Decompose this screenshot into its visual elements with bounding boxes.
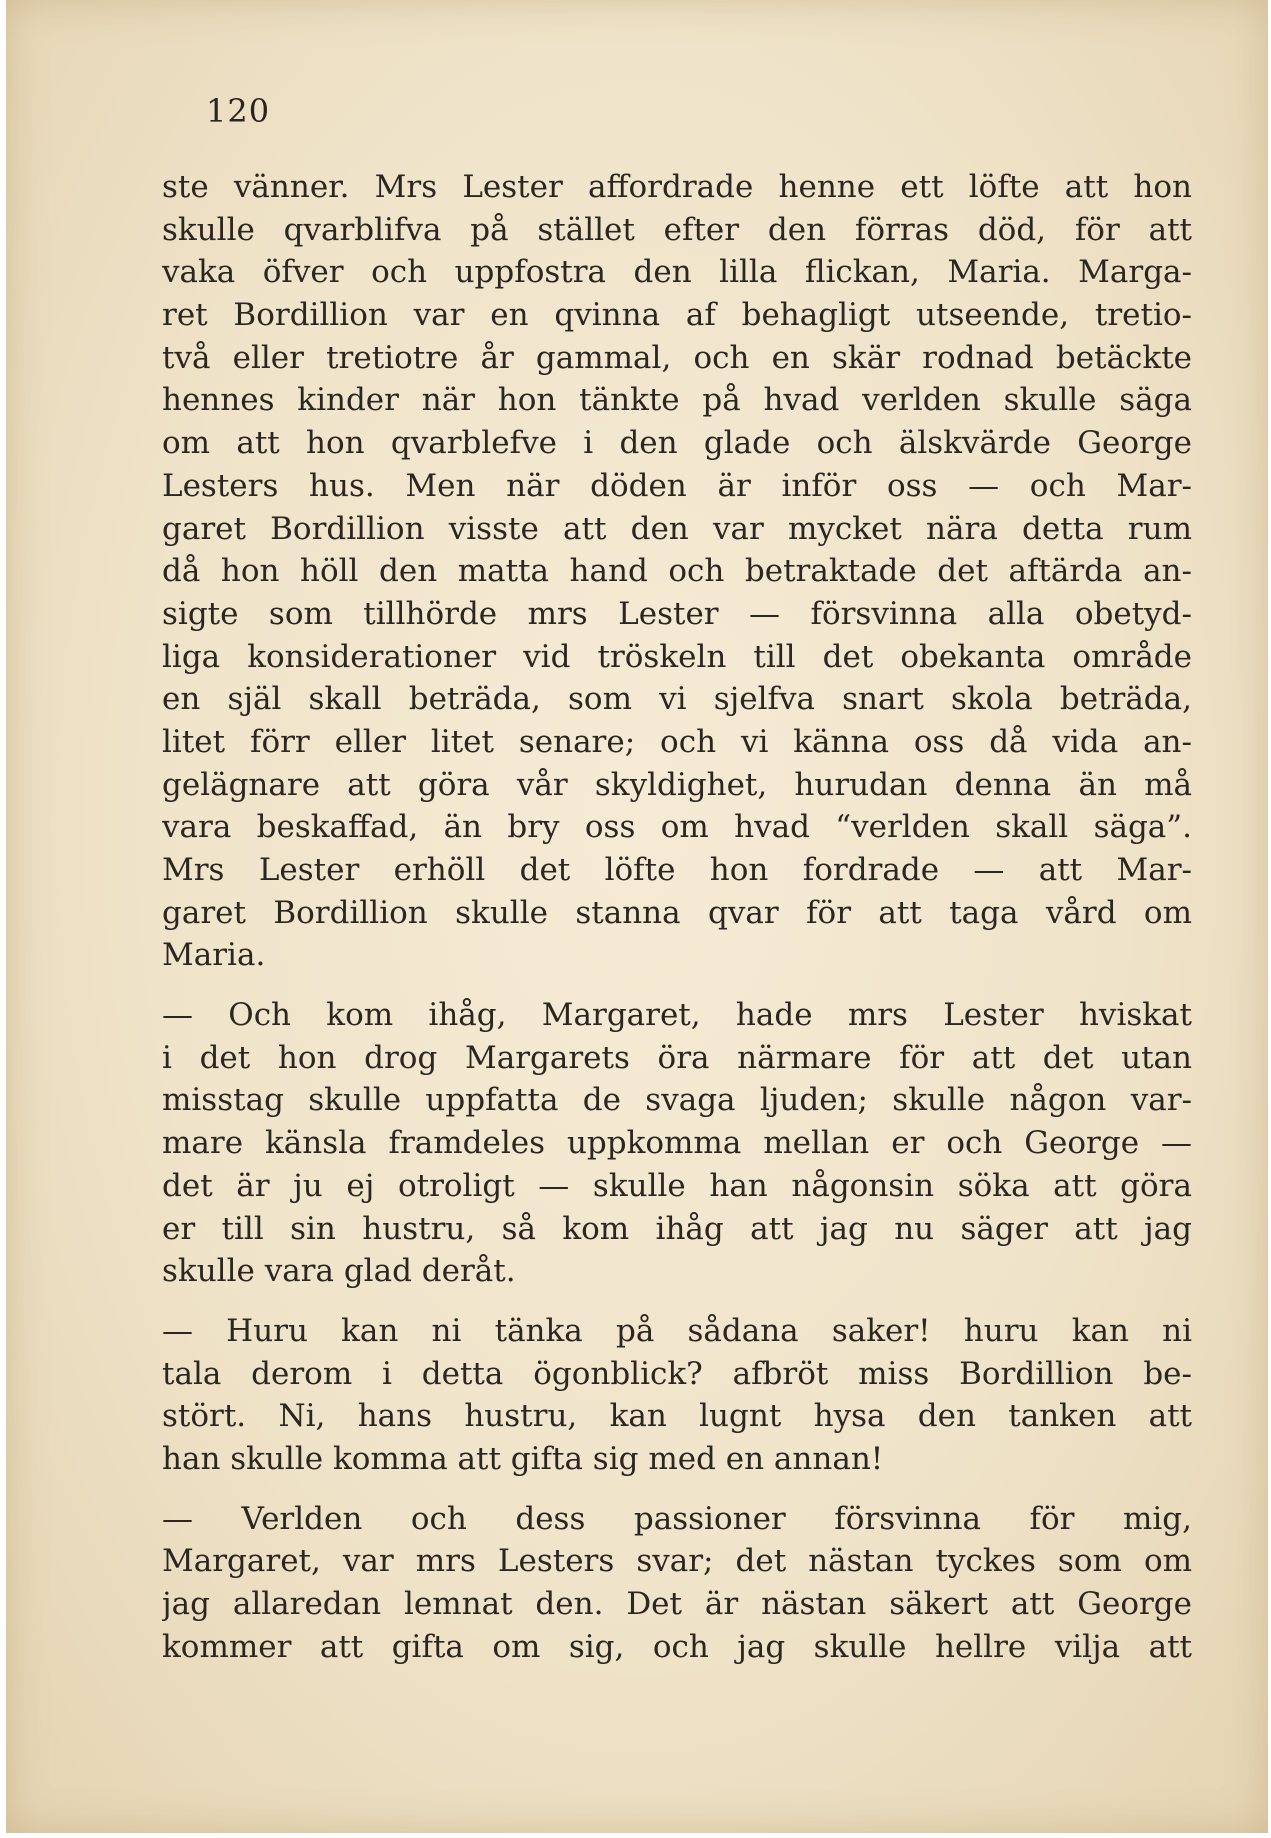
paragraph bbox=[162, 166, 1192, 977]
text-line: vaka öfver och uppfostra den lilla flickan, Maria. Marga- bbox=[162, 254, 1192, 291]
text-line: garet Bordillion skulle stanna qvar för att taga vård om bbox=[162, 894, 1192, 931]
paragraph bbox=[162, 1310, 1192, 1481]
text-line: det är ju ej otroligt — skulle han någonsin söka att göra bbox=[162, 1167, 1192, 1204]
text-line: tala derom i detta ögonblick? afbröt miss Bordillion be- bbox=[162, 1355, 1192, 1392]
text-line: om att hon qvarblefve i den glade och älskvärde George bbox=[162, 425, 1192, 462]
book-page bbox=[6, 0, 1268, 1833]
text-line: Maria. bbox=[162, 937, 266, 974]
text-line: garet Bordillion visste att den var mycket nära detta rum bbox=[162, 510, 1192, 547]
text-line: sigte som tillhörde mrs Lester — försvinna alla obetyd- bbox=[162, 595, 1192, 632]
text-line: er till sin hustru, så kom ihåg att jag nu säger att jag bbox=[162, 1210, 1192, 1247]
text-line: i det hon drog Margarets öra närmare för att det utan bbox=[162, 1039, 1192, 1076]
paragraph bbox=[162, 994, 1192, 1293]
text-line: stört. Ni, hans hustru, kan lugnt hysa den tanken att bbox=[162, 1398, 1192, 1435]
page-number: 120 bbox=[206, 92, 271, 130]
text-line: jag allaredan lemnat den. Det är nästan säkert att George bbox=[162, 1586, 1192, 1622]
text-line: Lesters hus. Men när döden är inför oss — och Mar- bbox=[162, 467, 1192, 504]
text-line: Margaret, var mrs Lesters svar; det nästan tyckes som om bbox=[162, 1543, 1192, 1580]
text-line: vara beskaffad, än bry oss om hvad “verlden skall säga”. bbox=[162, 809, 1192, 846]
text-line: mare känsla framdeles uppkomma mellan er och George — bbox=[162, 1125, 1192, 1162]
text-line: två eller tretiotre år gammal, och en skär rodnad betäckte bbox=[162, 339, 1192, 376]
text-line: litet förr eller litet senare; och vi känna oss då vida an- bbox=[162, 723, 1192, 760]
text-line: misstag skulle uppfatta de svaga ljuden; skulle någon var- bbox=[162, 1082, 1192, 1119]
text-line: — Verlden och dess passioner försvinna för mig, bbox=[162, 1500, 1192, 1537]
text-line: kommer att gifta om sig, och jag skulle hellre vilja att bbox=[162, 1628, 1192, 1665]
text-line: liga konsiderationer vid tröskeln till det obekanta område bbox=[162, 638, 1192, 675]
body-text bbox=[162, 166, 1192, 1668]
text-line: — Och kom ihåg, Margaret, hade mrs Lester hviskat bbox=[162, 997, 1192, 1034]
text-line: Mrs Lester erhöll det löfte hon fordrade — att Mar- bbox=[162, 852, 1192, 888]
text-line: ret Bordillion var en qvinna af behagligt utseende, tretio- bbox=[162, 297, 1192, 334]
paragraph bbox=[162, 1498, 1192, 1669]
text-line: gelägnare att göra vår skyldighet, hurudan denna än må bbox=[162, 766, 1192, 803]
text-line: skulle vara glad deråt. bbox=[162, 1253, 516, 1290]
text-line: ste vänner. Mrs Lester affordrade henne ett löfte att hon bbox=[162, 169, 1192, 205]
text-line: då hon höll den matta hand och betraktade det aftärda an- bbox=[162, 553, 1192, 590]
text-line: hennes kinder när hon tänkte på hvad verlden skulle säga bbox=[162, 382, 1192, 419]
text-line: — Huru kan ni tänka på sådana saker! huru kan ni bbox=[162, 1312, 1192, 1349]
text-line: han skulle komma att gifta sig med en annan! bbox=[162, 1440, 884, 1477]
text-line: en själ skall beträda, som vi sjelfva snart skola beträda, bbox=[162, 681, 1192, 718]
text-line: skulle qvarblifva på stället efter den förras död, för att bbox=[162, 211, 1192, 248]
